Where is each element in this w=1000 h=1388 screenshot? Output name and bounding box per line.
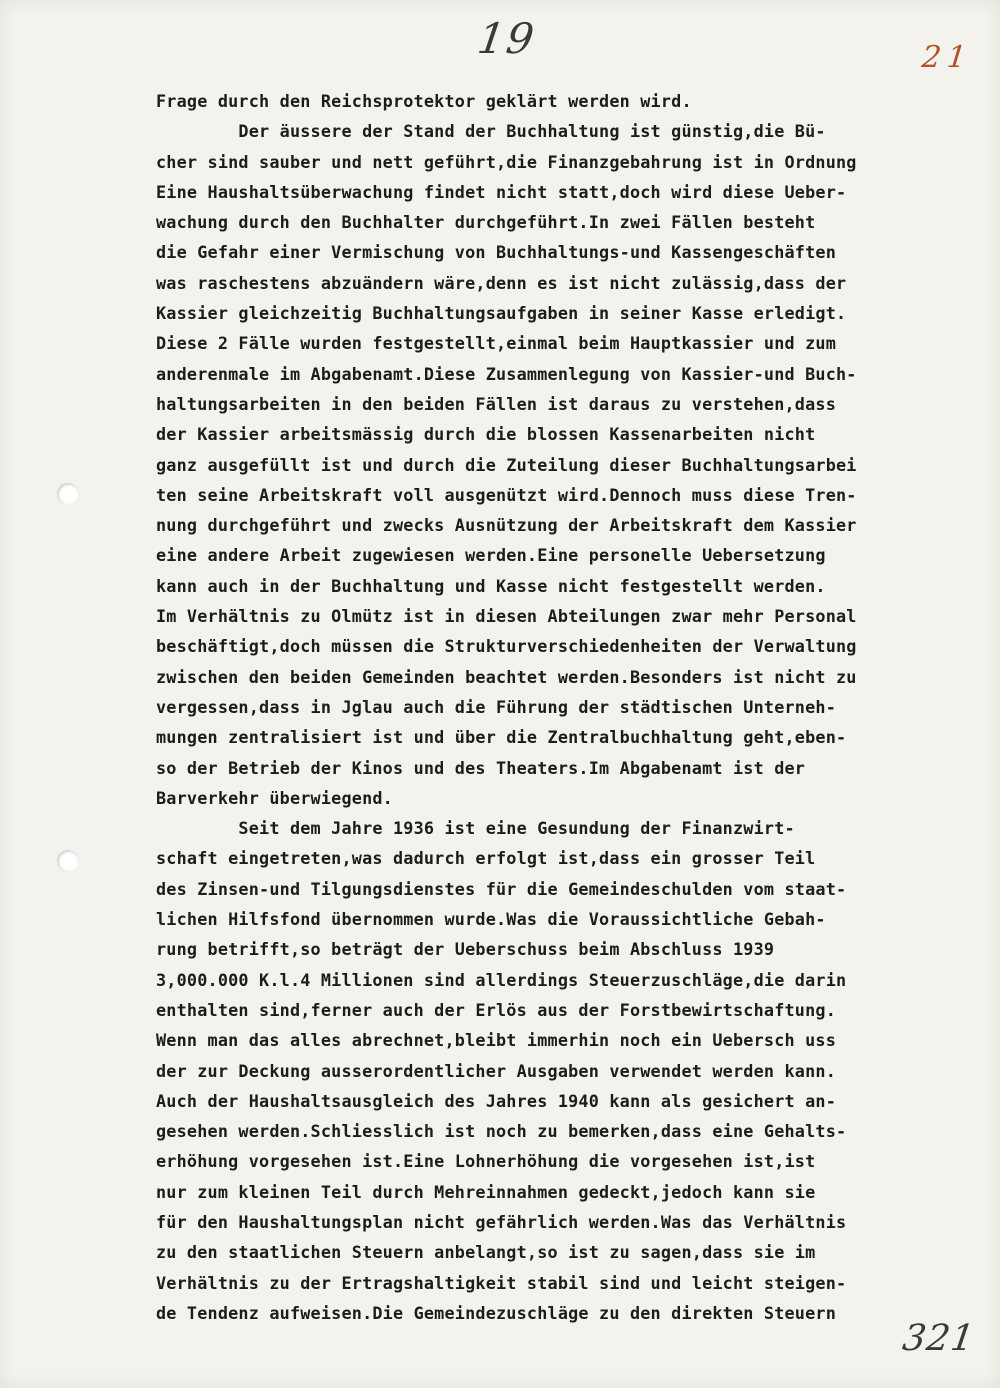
handwritten-page-number-top: 19 [474,14,539,63]
text-line: beschäftigt,doch müssen die Strukturverschiedenheiten der Verwaltung [156,636,857,657]
text-line: schaft eingetreten,was dadurch erfolgt ist,dass ein grosser Teil [156,848,816,869]
text-line: des Zinsen-und Tilgungsdienstes für die Gemeindeschulden vom staat- [156,878,847,899]
text-line: ganz ausgefüllt ist und durch die Zuteilung dieser Buchhaltungsarbei [156,454,857,475]
text-line: Eine Haushaltsüberwachung findet nicht statt,doch wird diese Ueber- [156,181,847,202]
text-line: 3,000.000 K.l.4 Millionen sind allerdings Steuerzuschläge,die darin [156,969,847,990]
text-line: cher sind sauber und nett geführt,die Finanzgebahrung ist in Ordnung [156,151,857,172]
text-line: Barverkehr überwiegend. [156,787,393,808]
text-line: so der Betrieb der Kinos und des Theaters.Im Abgabenamt ist der [156,757,806,778]
text-line: wachung durch den Buchhalter durchgeführt.In zwei Fällen besteht [156,212,816,233]
text-line: zwischen den beiden Gemeinden beachtet werden.Besonders ist nicht zu [156,666,857,687]
text-line: anderenmale im Abgabenamt.Diese Zusammenlegung von Kassier-und Buch- [156,363,857,384]
text-line: der Kassier arbeitsmässig durch die blossen Kassenarbeiten nicht [156,424,816,445]
handwritten-page-number-bottom: 321 [900,1318,978,1359]
text-line: Kassier gleichzeitig Buchhaltungsaufgaben in seiner Kasse erledigt. [156,303,847,324]
text-line: Im Verhältnis zu Olmütz ist in diesen Abteilungen zwar mehr Personal [156,606,857,627]
text-line: zu den staatlichen Steuern anbelangt,so ist zu sagen,dass sie im [156,1242,816,1263]
text-line: Frage durch den Reichsprotektor geklärt werden wird. [156,91,692,111]
text-line: lichen Hilfsfond übernommen wurde.Was die Voraussichtliche Gebah- [156,909,826,930]
text-line: nur zum kleinen Teil durch Mehreinnahmen gedeckt,jedoch kann sie [156,1181,816,1202]
handwritten-page-number-right: 21 [920,40,975,75]
text-line: kann auch in der Buchhaltung und Kasse nicht festgestellt werden. [156,575,826,596]
text-line: erhöhung vorgesehen ist.Eine Lohnerhöhung die vorgesehen ist,ist [156,1151,816,1172]
text-line: die Gefahr einer Vermischung von Buchhaltungs-und Kassengeschäften [156,242,837,263]
punch-hole-bottom [57,850,79,872]
text-line: haltungsarbeiten in den beiden Fällen ist daraus zu verstehen,dass [156,393,837,414]
text-line: Diese 2 Fälle wurden festgestellt,einmal beim Hauptkassier und zum [156,333,837,354]
text-line: gesehen werden.Schliesslich ist noch zu bemerken,dass eine Gehalts- [156,1121,847,1142]
text-line: ten seine Arbeitskraft voll ausgenützt wird.Dennoch muss diese Tren- [156,484,857,505]
text-line: was raschestens abzuändern wäre,denn es ist nicht zulässig,dass der [156,272,847,293]
text-line: rung betrifft,so beträgt der Ueberschuss beim Abschluss 1939 [156,939,775,960]
text-line: Verhältnis zu der Ertragshaltigkeit stabil sind und leicht steigen- [156,1272,847,1293]
text-line: nung durchgeführt und zwecks Ausnützung der Arbeitskraft dem Kassier [156,515,857,536]
text-line: eine andere Arbeit zugewiesen werden.Eine personelle Uebersetzung [156,545,826,566]
text-line: vergessen,dass in Jglau auch die Führung der städtischen Unterneh- [156,696,837,717]
text-line: Der äussere der Stand der Buchhaltung ist günstig,die Bü- [156,121,826,142]
text-line: mungen zentralisiert ist und über die Zentralbuchhaltung geht,eben- [156,727,847,748]
punch-hole-top [57,483,79,505]
text-line: Seit dem Jahre 1936 ist eine Gesundung der Finanzwirt- [156,818,795,839]
text-line: der zur Deckung ausserordentlicher Ausgaben verwendet werden kann. [156,1060,837,1081]
text-line: de Tendenz aufweisen.Die Gemeindezuschläge zu den direkten Steuern [156,1302,837,1323]
text-line: Auch der Haushaltsausgleich des Jahres 1940 kann als gesichert an- [156,1090,837,1111]
text-line: enthalten sind,ferner auch der Erlös aus der Forstbewirtschaftung. [156,999,837,1020]
text-line: für den Haushaltungsplan nicht gefährlich werden.Was das Verhältnis [156,1211,847,1232]
text-line: Wenn man das alles abrechnet,bleibt immerhin noch ein Uebersch uss [156,1030,837,1051]
typed-text-body [156,86,986,1328]
